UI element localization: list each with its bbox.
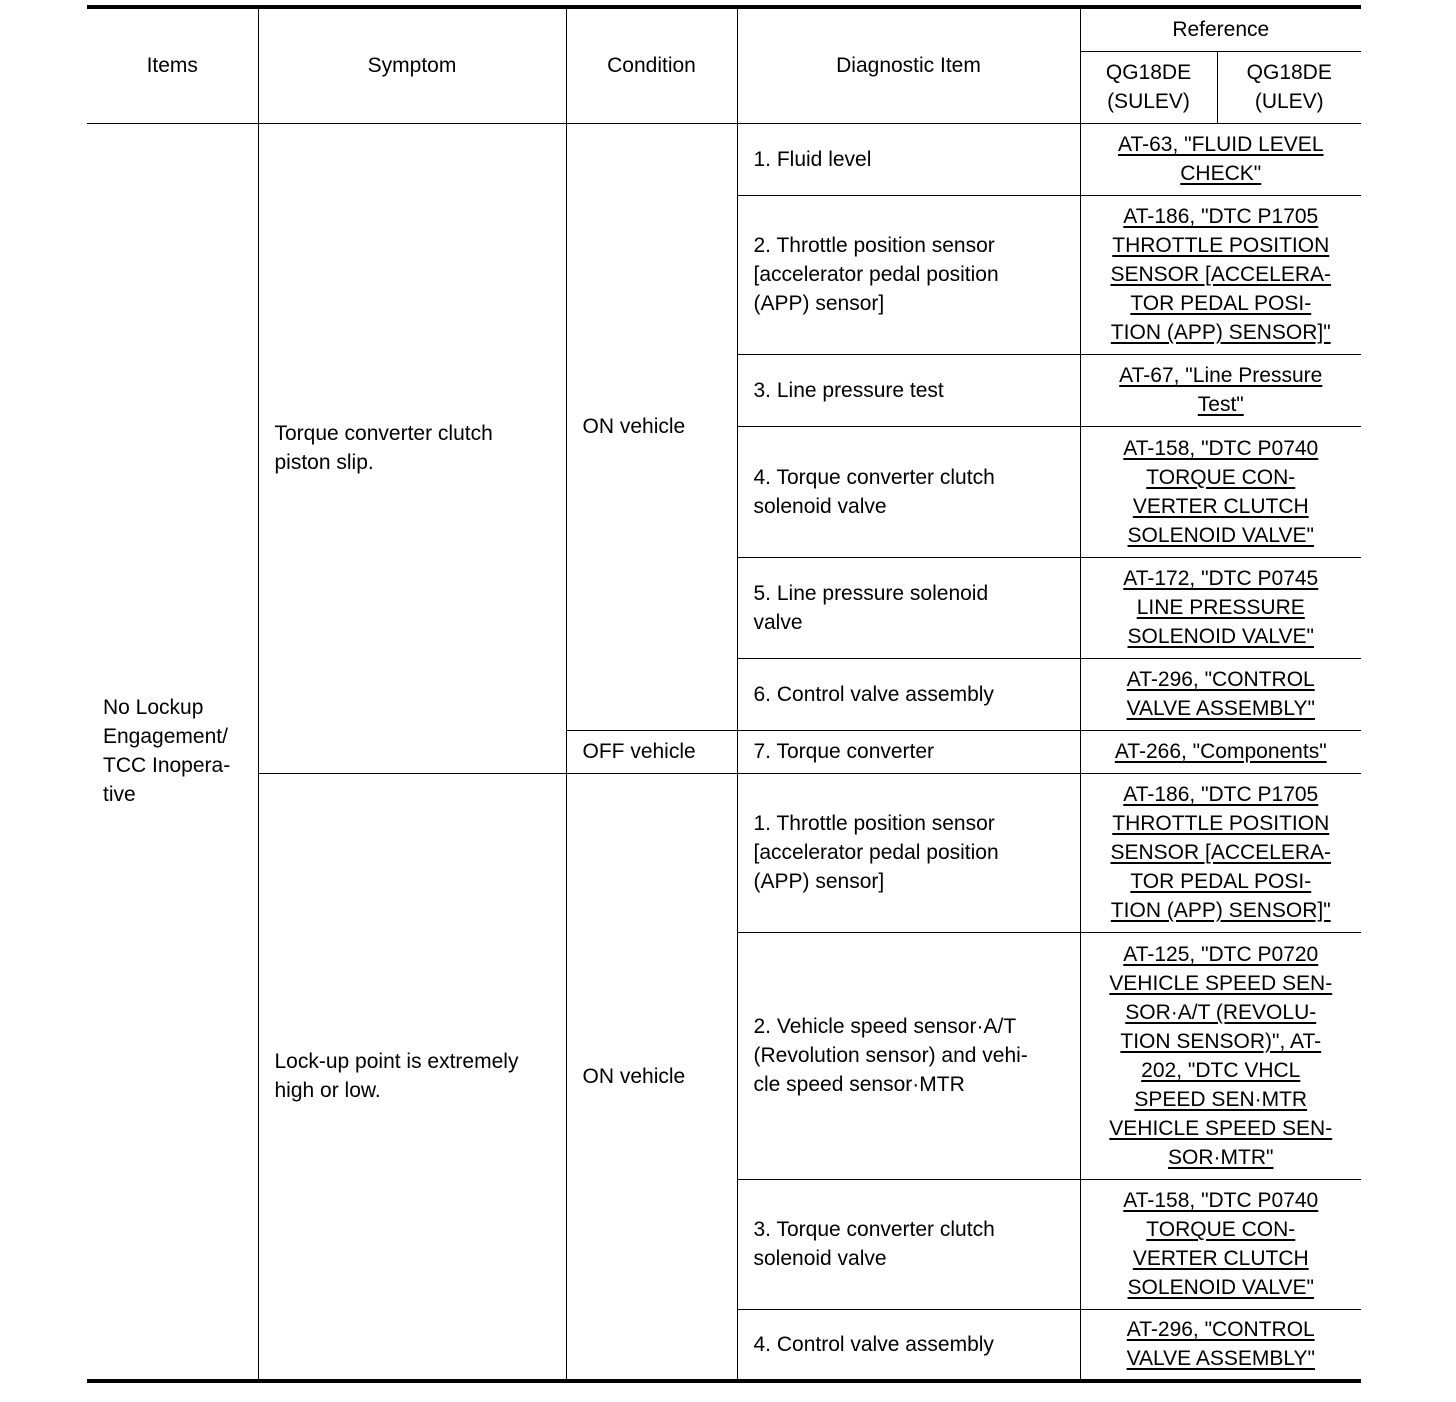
condition-text: ON vehicle [582,415,686,438]
symptom-cell-1 [258,123,566,773]
diag-line: cle speed sensor·MTR [753,1073,965,1096]
item-line: TCC Inopera- [103,754,231,778]
header-ref-ulev [1217,51,1361,123]
diag-line: 1. Throttle position sensor [753,812,995,835]
item-line: Engagement/ [103,725,228,749]
ref-link[interactable]: AT-63, "FLUID LEVEL CHECK" [1118,133,1324,185]
diag-item-row-11 [737,1309,1080,1381]
diag-item-row-10 [737,1179,1080,1309]
ref-cell-row-11 [1080,1309,1361,1381]
ref-cell-row-4 [1080,426,1361,557]
header-diagnostic-item: Diagnostic Item [737,7,1080,123]
item-cell [87,123,258,1381]
ref-link[interactable]: AT-266, "Components" [1114,740,1327,763]
diag-line: 2. Throttle position sensor [753,234,995,257]
diag-item-row-6 [737,658,1080,730]
ref-cell-row-1 [1080,123,1361,195]
header-ref-ulev-line1: QG18DE [1246,61,1332,84]
diag-line: solenoid valve [753,1247,887,1270]
condition-cell-1 [566,123,737,730]
diag-line: 4. Control valve assembly [753,1332,994,1356]
header-ref-sulev [1080,51,1217,123]
symptom-cell-2 [258,773,566,1381]
symptom-line: Torque converter clutch [274,422,493,445]
diag-line: [accelerator pedal position [753,841,999,864]
condition-text: OFF vehicle [582,740,696,763]
header-ref-ulev-line2: (ULEV) [1254,90,1324,113]
ref-link[interactable]: AT-296, "CONTROL VALVE ASSEMBLY" [1126,668,1315,720]
diag-line: (APP) sensor] [753,870,885,893]
ref-link[interactable]: AT-158, "DTC P0740 TORQUE CON- VERTER CLUTCH SOLENOID VALVE" [1123,1189,1319,1299]
diag-item-row-1 [737,123,1080,195]
condition-cell-2 [566,730,737,773]
diag-line: 6. Control valve assembly [753,682,994,706]
ref-link[interactable]: AT-186, "DTC P1705 THROTTLE POSITION SENSOR [ACCELERA- TOR PEDAL POSI- TION (APP) SENSOR]" [1110,783,1332,922]
diag-line: 3. Line pressure test [753,378,944,402]
diagnostic-table [87,5,1361,1383]
ref-cell-row-6 [1080,658,1361,730]
header-symptom: Symptom [258,7,566,123]
header-ref-sulev-line2: (SULEV) [1107,90,1190,113]
header-ref-sulev-line1: QG18DE [1105,61,1192,84]
diag-line: 1. Fluid level [753,147,872,171]
ref-link[interactable]: AT-296, "CONTROL VALVE ASSEMBLY" [1126,1318,1315,1371]
diag-item-row-8 [737,773,1080,932]
diag-line: (APP) sensor] [753,292,885,315]
diag-line: [accelerator pedal position [753,263,999,286]
item-line: tive [103,783,136,807]
diag-line: 4. Torque converter clutch [753,465,995,489]
diag-line: 2. Vehicle speed sensor·A/T [753,1015,1017,1038]
ref-cell-row-10 [1080,1179,1361,1309]
diag-line: solenoid valve [753,494,887,518]
ref-cell-row-9 [1080,932,1361,1179]
header-items: Items [87,7,258,123]
diag-item-row-7 [737,730,1080,773]
diag-line: 5. Line pressure solenoid [753,581,989,605]
ref-cell-row-2 [1080,195,1361,354]
ref-link[interactable]: AT-186, "DTC P1705 THROTTLE POSITION SENSOR [ACCELERA- TOR PEDAL POSI- TION (APP) SENSOR]" [1110,205,1332,344]
diag-line: 3. Torque converter clutch [753,1218,995,1241]
diag-line: (Revolution sensor) and vehi- [753,1044,1028,1067]
header-condition: Condition [566,7,737,123]
diag-item-row-2 [737,195,1080,354]
ref-link[interactable]: AT-125, "DTC P0720 VEHICLE SPEED SEN- SOR·A/T (REVOLU- TION SENSOR)", AT- 202, "DTC VHCL SPEED SEN·MTR VEHICLE SPEED SEN- SOR·MTR" [1109,942,1333,1169]
ref-cell-row-8 [1080,773,1361,932]
diag-item-row-5 [737,557,1080,658]
condition-cell-3 [566,773,737,1381]
ref-cell-row-5 [1080,557,1361,658]
diag-item-row-4 [737,426,1080,557]
condition-text: ON vehicle [582,1064,686,1088]
ref-cell-row-7 [1080,730,1361,773]
header-reference: Reference [1080,7,1361,51]
symptom-line: high or low. [274,1079,381,1103]
ref-cell-row-3 [1080,354,1361,426]
diag-item-row-9 [737,932,1080,1179]
ref-link[interactable]: AT-158, "DTC P0740 TORQUE CON- VERTER CLUTCH SOLENOID VALVE" [1123,436,1319,547]
symptom-line: Lock-up point is extremely [274,1050,519,1074]
diag-item-row-3 [737,354,1080,426]
item-line: No Lockup [103,696,204,720]
ref-link[interactable]: AT-67, "Line Pressure Test" [1119,364,1323,416]
ref-link[interactable]: AT-172, "DTC P0745 LINE PRESSURE SOLENOID VALVE" [1123,567,1319,648]
symptom-line: piston slip. [274,451,374,474]
diag-line: valve [753,610,803,634]
diag-line: 7. Torque converter [753,740,935,763]
